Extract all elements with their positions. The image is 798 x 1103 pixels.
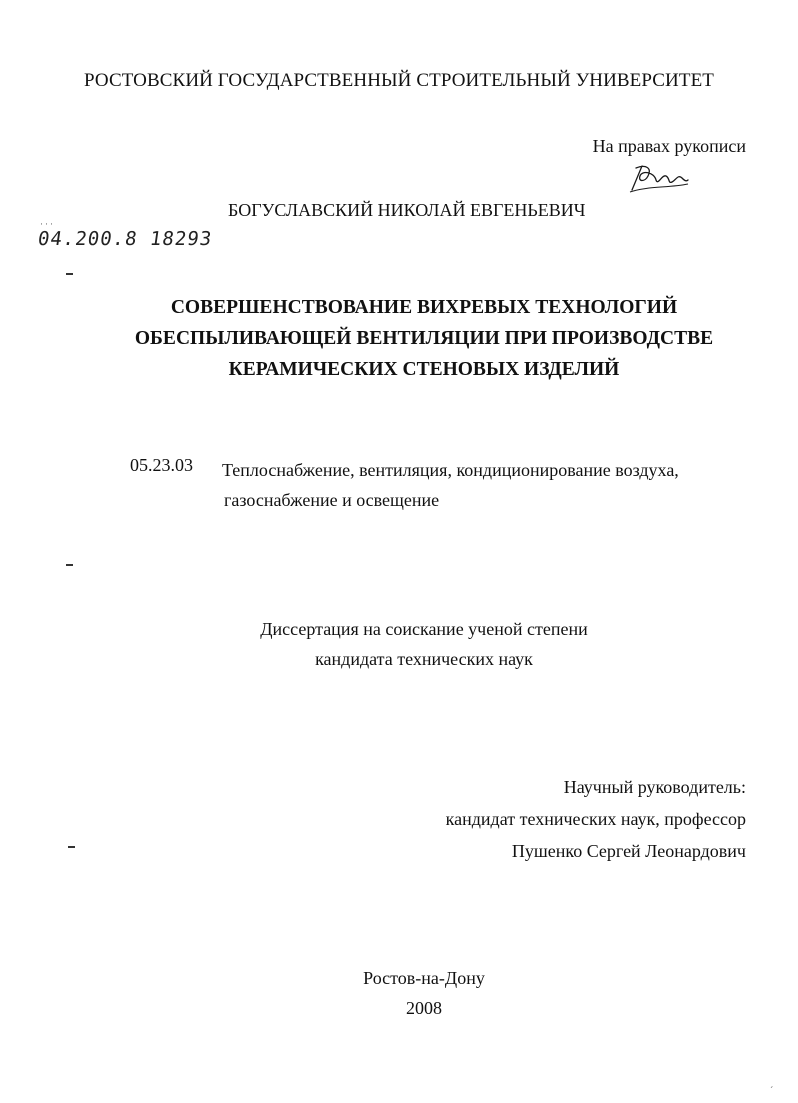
scan-mark [68, 846, 75, 848]
library-stamp: 04.200.8 18293 [36, 228, 214, 250]
scan-mark [66, 273, 73, 275]
author-name: БОГУСЛАВСКИЙ НИКОЛАЙ ЕВГЕНЬЕВИЧ [228, 200, 586, 220]
corner-mark: ´ [770, 1086, 774, 1097]
manuscript-note: На правах рукописи [592, 136, 746, 156]
title-line: ОБЕСПЫЛИВАЮЩЕЙ ВЕНТИЛЯЦИИ ПРИ ПРОИЗВОДСТВЕ [134, 328, 714, 349]
degree-statement [0, 614, 798, 674]
title-line: СОВЕРШЕНСТВОВАНИЕ ВИХРЕВЫХ ТЕХНОЛОГИЙ [170, 297, 678, 318]
place-and-year [0, 963, 798, 1023]
specialty-line: газоснабжение и освещение [224, 490, 440, 510]
dissertation-title [0, 292, 798, 385]
supervisor-credentials: кандидат технических наук, профессор [445, 809, 746, 829]
title-line: КЕРАМИЧЕСКИХ СТЕНОВЫХ ИЗДЕЛИЙ [228, 359, 620, 380]
degree-line: Диссертация на соискание ученой степени [260, 619, 588, 639]
handwritten-signature [628, 160, 690, 194]
stamp-dots: ··· [40, 219, 55, 229]
scan-mark [66, 564, 73, 566]
specialty-code: 05.23.03 [130, 455, 193, 475]
university-name: РОСТОВСКИЙ ГОСУДАРСТВЕННЫЙ СТРОИТЕЛЬНЫЙ УНИВЕРСИТЕТ [84, 70, 714, 91]
supervisor-block [446, 771, 746, 867]
supervisor-name: Пушенко Сергей Леонардович [511, 841, 746, 861]
city: Ростов-на-Дону [363, 968, 485, 988]
year: 2008 [406, 998, 442, 1018]
supervisor-label: Научный руководитель: [563, 777, 746, 797]
specialty-line: Теплоснабжение, вентиляция, кондиционирование воздуха, [222, 460, 679, 480]
specialty-description [222, 455, 679, 515]
degree-line: кандидата технических наук [315, 649, 533, 669]
